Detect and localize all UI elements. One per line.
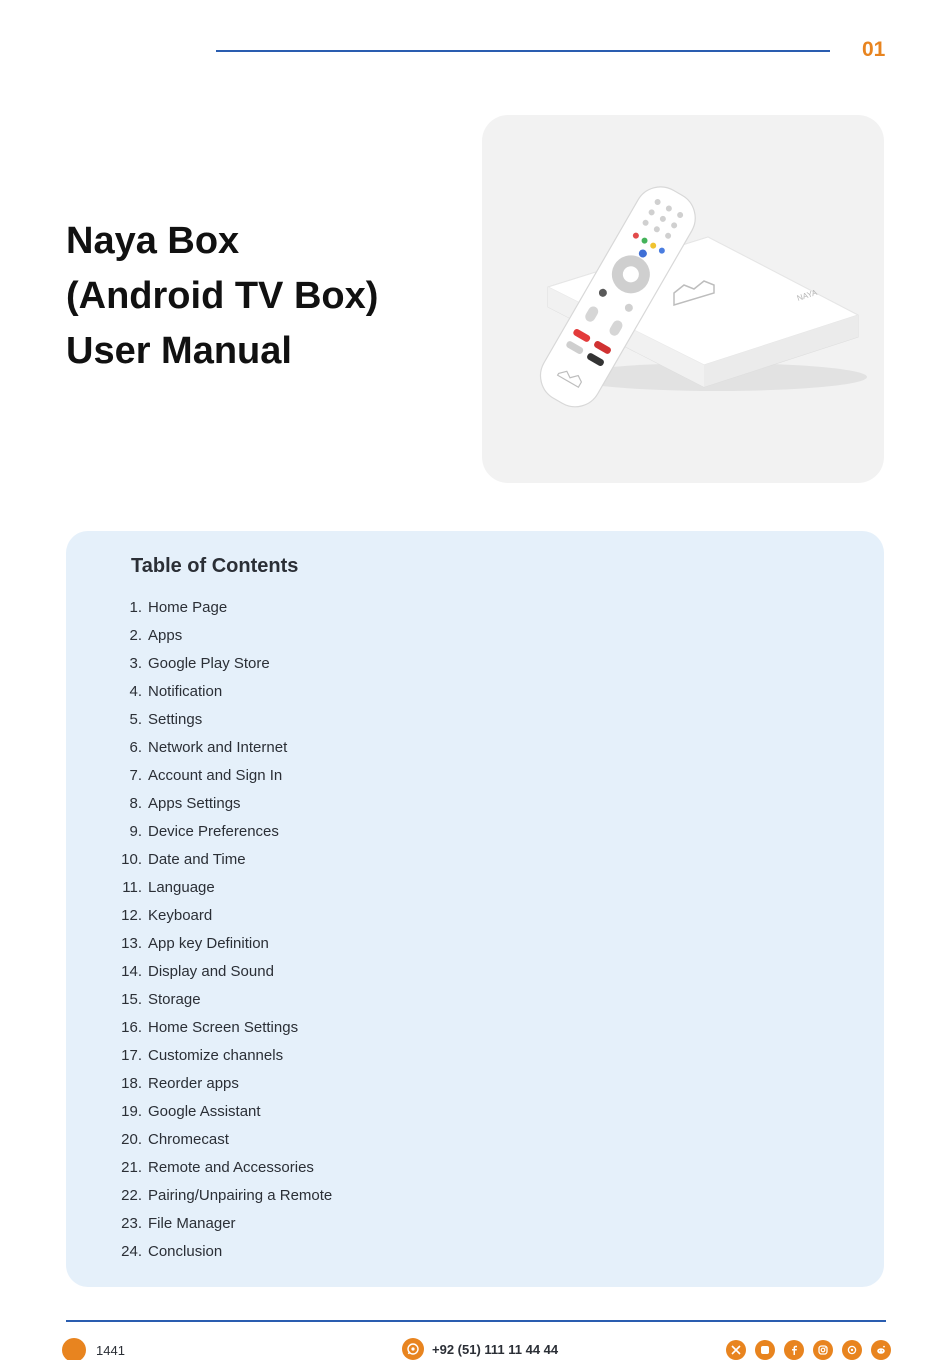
toc-item-pairing-unpairing-remote [110,1181,332,1209]
toc-number: 23. [121,1214,142,1232]
toc-item-language [110,873,332,901]
toc-label: Google Assistant [148,1102,261,1120]
toc-label: Remote and Accessories [148,1158,314,1176]
toc-label: Apps [148,626,183,644]
bottom-divider [66,1320,886,1322]
toc-item-apps [110,621,332,649]
toc-number: 2. [129,626,142,644]
toc-number: 5. [129,710,142,728]
toc-label: Device Preferences [148,822,279,840]
toc-item-device-preferences [110,817,332,845]
toc-item-storage [110,985,332,1013]
toc-number: 15. [121,990,142,1008]
toc-number: 1. [129,598,142,616]
toc-number: 20. [121,1130,142,1148]
toc-number: 24. [121,1242,142,1260]
toc-label: Home Screen Settings [148,1018,299,1036]
square-app-icon[interactable] [755,1340,775,1360]
toc-heading: Table of Contents [131,555,299,577]
toc-number: 13. [121,934,142,952]
toc-item-home-screen-settings [110,1013,332,1041]
toc-number: 17. [121,1046,142,1064]
toc-item-home-page [110,593,332,621]
toc-label: Account and Sign In [148,766,283,784]
toc-number: 21. [121,1158,142,1176]
toc-number: 8. [129,794,142,812]
hotline-number: 1441 [96,1342,125,1358]
product-image-card [482,115,884,483]
title-line-2: (Android TV Box) [66,275,379,317]
toc-item-date-and-time [110,845,332,873]
toc-number: 6. [129,738,142,756]
toc-item-google-assistant [110,1097,332,1125]
top-divider [216,50,830,52]
toc-label: File Manager [148,1214,236,1232]
box-logo: NAYA [795,287,819,303]
toc-item-google-play-store [110,649,332,677]
toc-label: Conclusion [148,1242,223,1260]
phone-contact [402,1338,558,1360]
toc-number: 11. [122,878,142,896]
toc-item-remote-and-accessories [110,1153,332,1181]
toc-label: Display and Sound [148,962,274,980]
toc-item-notification [110,677,332,705]
toc-number: 14. [121,962,142,980]
toc-item-keyboard [110,901,332,929]
toc-label: Keyboard [148,906,213,924]
toc-label: Pairing/Unpairing a Remote [148,1186,333,1204]
toc-label: Language [148,878,215,896]
toc-number: 22. [121,1186,142,1204]
toc-label: Google Play Store [148,654,270,672]
toc-label: Reorder apps [148,1074,239,1092]
x-icon[interactable] [726,1340,746,1360]
instagram-icon[interactable] [813,1340,833,1360]
hotline [62,1338,125,1360]
title-line-3: User Manual [66,330,292,372]
toc-item-conclusion [110,1237,332,1265]
toc-item-settings [110,705,332,733]
phone-number: +92 (51) 111 11 44 44 [432,1341,559,1357]
toc-item-account-and-sign-in [110,761,332,789]
toc-label: Network and Internet [148,738,288,756]
page-number: 01 [862,38,886,61]
toc-label: App key Definition [148,934,269,952]
toc-label: Customize channels [148,1046,284,1064]
toc-number: 9. [129,822,142,840]
toc-item-chromecast [110,1125,332,1153]
title-line-1: Naya Box [66,220,240,262]
toc-number: 19. [121,1102,142,1120]
threads-icon[interactable] [842,1340,862,1360]
toc-item-display-and-sound [110,957,332,985]
toc-number: 4. [129,682,142,700]
hotline-dot-icon [62,1338,86,1360]
toc-list [110,593,332,1265]
toc-item-network-and-internet [110,733,332,761]
reddit-icon[interactable] [871,1340,891,1360]
toc-label: Chromecast [148,1130,229,1148]
toc-number: 12. [121,906,142,924]
facebook-icon[interactable] [784,1340,804,1360]
toc-item-apps-settings [110,789,332,817]
toc-number: 7. [129,766,142,784]
toc-label: Storage [148,990,201,1008]
toc-item-app-key-definition [110,929,332,957]
toc-number: 18. [121,1074,142,1092]
toc-label: Settings [148,710,203,728]
table-of-contents [66,531,884,1287]
toc-number: 16. [121,1018,142,1036]
toc-label: Apps Settings [148,794,241,812]
toc-label: Home Page [148,598,228,616]
toc-number: 3. [129,654,142,672]
social-links [726,1340,891,1360]
toc-item-customize-channels [110,1041,332,1069]
toc-item-file-manager [110,1209,332,1237]
document-title [66,214,378,379]
toc-label: Date and Time [148,850,246,868]
toc-item-reorder-apps [110,1069,332,1097]
whatsapp-icon [402,1338,424,1360]
tv-box-remote-illustration [482,115,884,483]
toc-label: Notification [148,682,223,700]
toc-number: 10. [121,850,142,868]
